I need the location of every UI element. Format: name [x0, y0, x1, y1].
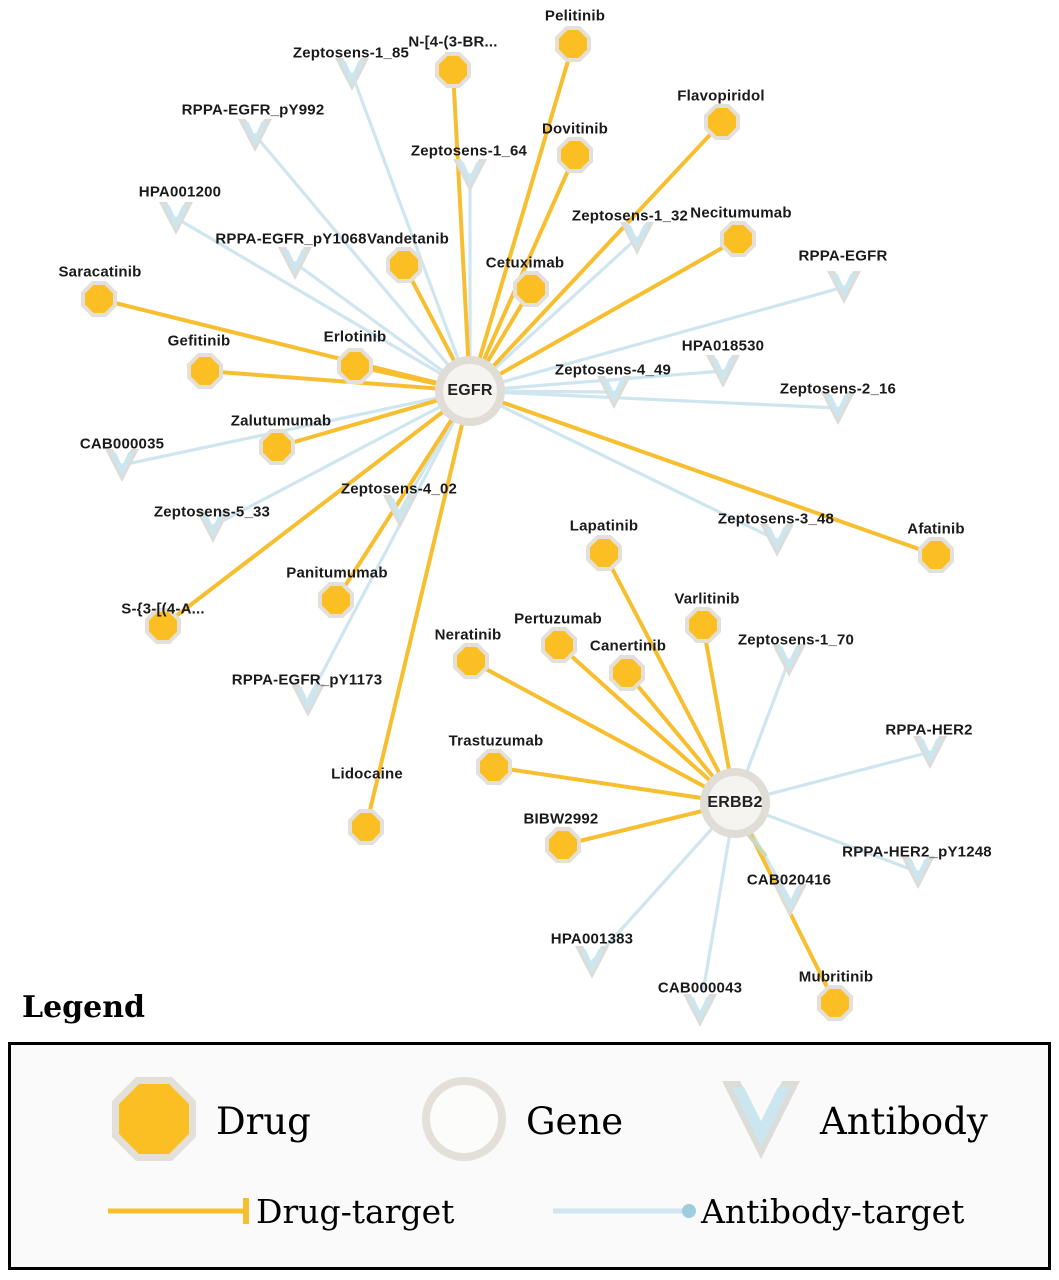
drug-octagon-icon: [511, 269, 551, 309]
antibody-v-icon: [276, 243, 314, 283]
drug-label: Varlitinib: [674, 590, 740, 608]
drug-octagon-icon: [584, 533, 624, 573]
antibody-label: Zeptosens-5_33: [153, 503, 271, 521]
drug-node[interactable]: [316, 580, 356, 620]
drug-node[interactable]: [607, 653, 647, 693]
antibody-node[interactable]: [157, 198, 195, 238]
antibody-label: CAB000043: [657, 979, 743, 997]
antibody-v-icon: [573, 942, 611, 982]
drug-label: Dovitinib: [542, 120, 608, 138]
drug-node[interactable]: [79, 279, 119, 319]
drug-octagon-icon: [106, 1071, 202, 1172]
drug-octagon-icon: [555, 135, 595, 175]
drug-node[interactable]: [815, 983, 855, 1023]
drug-node[interactable]: [916, 535, 956, 575]
drug-octagon-icon: [316, 580, 356, 620]
antibody-label: HPA001200: [138, 183, 222, 201]
antibody-label: RPPA-EGFR: [798, 247, 888, 265]
gene-circle-icon: [416, 1071, 512, 1172]
drug-octagon-icon: [553, 24, 593, 64]
drug-label: Pelitinib: [544, 7, 606, 25]
drug-label: Afatinib: [907, 520, 965, 538]
antibody-v-icon: [825, 267, 863, 307]
drug-node[interactable]: [335, 346, 375, 386]
drug-label: Cetuximab: [485, 254, 565, 272]
legend-box: [8, 1042, 1051, 1270]
drug-label: N-[4-(3-BR...: [408, 33, 498, 51]
drug-label: Trastuzumab: [448, 732, 544, 750]
antibody-target-edge: [308, 391, 470, 700]
legend-item-drug-target-edge: [106, 1191, 454, 1231]
antibody-label: Zeptosens-3_48: [717, 510, 835, 528]
drug-node[interactable]: [553, 24, 593, 64]
antibody-label: Zeptosens-4_02: [340, 480, 458, 498]
legend-item-antibody-target-edge: [551, 1191, 964, 1231]
antibody-label: Zeptosens-4_49: [554, 361, 672, 379]
drug-target-edge-icon: [106, 1191, 256, 1231]
gene-label-egfr: EGFR: [447, 382, 493, 399]
drug-label: BIBW2992: [523, 810, 599, 828]
drug-node[interactable]: [451, 641, 491, 681]
antibody-label: RPPA-EGFR_pY1068: [215, 230, 367, 248]
drug-target-edge: [470, 391, 936, 555]
legend-label-antibody-target: Antibody-target: [701, 1191, 965, 1231]
antibody-label: Zeptosens-1_64: [410, 142, 528, 160]
antibody-v-icon: [157, 198, 195, 238]
drug-octagon-icon: [451, 641, 491, 681]
antibody-v-icon: [716, 1071, 806, 1172]
drug-node[interactable]: [511, 269, 551, 309]
drug-node[interactable]: [384, 245, 424, 285]
legend-item-gene: [416, 1071, 623, 1172]
antibody-label: RPPA-EGFR_pY1173: [231, 671, 383, 689]
antibody-v-icon: [236, 115, 274, 155]
antibody-v-icon: [451, 155, 489, 195]
antibody-label: RPPA-HER2_pY1248: [842, 843, 992, 861]
antibody-node[interactable]: [236, 115, 274, 155]
antibody-node[interactable]: [451, 155, 489, 195]
antibody-label: HPA018530: [681, 337, 765, 355]
antibody-label: Zeptosens-1_70: [737, 631, 855, 649]
antibody-label: CAB020416: [746, 871, 832, 889]
drug-octagon-icon: [607, 653, 647, 693]
legend-item-drug: [106, 1071, 311, 1172]
drug-label: Vandetanib: [366, 230, 450, 248]
drug-label: S-{3-[(4-A...: [121, 600, 205, 618]
drug-label: Erlotinib: [323, 328, 387, 346]
drug-octagon-icon: [384, 245, 424, 285]
drug-node[interactable]: [555, 135, 595, 175]
drug-node[interactable]: [433, 50, 473, 90]
drug-node[interactable]: [539, 625, 579, 665]
drug-octagon-icon: [718, 219, 758, 259]
antibody-label: Zeptosens-1_85: [292, 44, 410, 62]
drug-octagon-icon: [815, 983, 855, 1023]
drug-octagon-icon: [474, 747, 514, 787]
drug-label: Flavopiridol: [677, 87, 765, 105]
antibody-label: HPA001383: [550, 930, 634, 948]
antibody-label: RPPA-HER2: [885, 721, 973, 739]
drug-node[interactable]: [543, 825, 583, 865]
drug-octagon-icon: [683, 605, 723, 645]
drug-octagon-icon: [79, 279, 119, 319]
drug-label: Lidocaine: [331, 765, 403, 783]
drug-node[interactable]: [584, 533, 624, 573]
drug-node[interactable]: [185, 351, 225, 391]
antibody-v-icon: [704, 351, 742, 391]
drug-octagon-icon: [335, 346, 375, 386]
drug-octagon-icon: [916, 535, 956, 575]
antibody-node[interactable]: [825, 267, 863, 307]
drug-label: Pertuzumab: [514, 610, 602, 628]
drug-octagon-icon: [433, 50, 473, 90]
antibody-node[interactable]: [573, 942, 611, 982]
drug-node[interactable]: [257, 427, 297, 467]
legend-item-antibody: [716, 1071, 988, 1172]
drug-label: Saracatinib: [58, 263, 142, 281]
antibody-label: Zeptosens-1_32: [571, 207, 689, 225]
drug-label: Lapatinib: [569, 517, 639, 535]
drug-octagon-icon: [346, 807, 386, 847]
drug-label: Canertinib: [589, 637, 667, 655]
drug-octagon-icon: [702, 102, 742, 142]
drug-label: Gefitinib: [167, 332, 231, 350]
legend-label-drug-target: Drug-target: [256, 1191, 455, 1231]
antibody-node[interactable]: [276, 243, 314, 283]
legend-label-gene: Gene: [526, 1100, 624, 1143]
drug-label: Neratinib: [434, 626, 502, 644]
drug-target-edge: [453, 70, 470, 391]
drug-octagon-icon: [257, 427, 297, 467]
gene-label-erbb2: ERBB2: [707, 794, 763, 811]
antibody-label: RPPA-EGFR_pY992: [181, 101, 325, 119]
drug-label: Zalutumumab: [230, 412, 332, 430]
drug-node[interactable]: [718, 219, 758, 259]
drug-label: Mubritinib: [798, 968, 874, 986]
antibody-label: Zeptosens-2_16: [779, 380, 897, 398]
antibody-target-edge-icon: [551, 1191, 701, 1231]
antibody-node[interactable]: [704, 351, 742, 391]
drug-octagon-icon: [185, 351, 225, 391]
legend-label-antibody: Antibody: [820, 1100, 988, 1143]
legend-label-drug: Drug: [216, 1100, 311, 1143]
drug-label: Panitumumab: [286, 564, 388, 582]
antibody-label: CAB000035: [79, 435, 165, 453]
drug-node[interactable]: [683, 605, 723, 645]
drug-node[interactable]: [346, 807, 386, 847]
drug-label: Necitumumab: [690, 204, 792, 222]
drug-node[interactable]: [702, 102, 742, 142]
drug-octagon-icon: [543, 825, 583, 865]
drug-octagon-icon: [539, 625, 579, 665]
drug-node[interactable]: [474, 747, 514, 787]
legend-title: Legend: [22, 990, 146, 1025]
